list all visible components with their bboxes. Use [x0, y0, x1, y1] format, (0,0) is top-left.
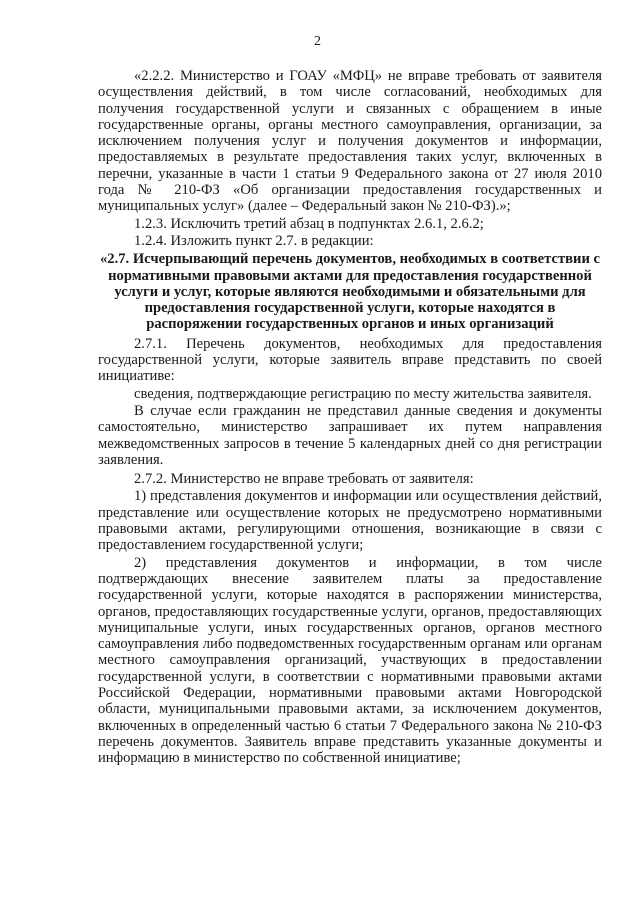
paragraph-2-7-2: 2.7.2. Министерство не вправе требовать от заявителя: [134, 471, 474, 488]
paragraph-1-2-4: 1.2.4. Изложить пункт 2.7. в редакции: [134, 232, 374, 249]
document-body [98, 68, 602, 767]
list-item-1: 1) представления документов и информации или осуществления действий, представление или осуществление которых не предусмотрено нормативными правовыми актами, регулирующими отношения, возникающие в связи с предоставлением государственной услуги; [98, 488, 602, 554]
paragraph-registration-info: сведения, подтверждающие регистрацию по месту жительства заявителя. [134, 385, 592, 402]
paragraph-2-7-1: 2.7.1. Перечень документов, необходимых для предоставления государственной услуги, которые заявитель вправе представить по своей инициативе: [98, 335, 602, 385]
paragraph-interdepartmental-requests: В случае если гражданин не представил данные сведения и документы самостоятельно, министерство запрашивает их путем направления межведомственных запросов в течение 5 календарных дней со дня регистрации заявления. [98, 402, 602, 468]
paragraph-1-2-3: 1.2.3. Исключить третий абзац в подпунктах 2.6.1, 2.6.2; [134, 215, 484, 232]
section-heading-2-7: «2.7. Исчерпывающий перечень документов, необходимых в соответствии с нормативными правовыми актами для предоставления государственной услуги и услуг, которые являются необходимыми и обязательными для предоставления государственной услуги, которые находятся в распоряжении государственных органов и иных организаций [100, 251, 600, 333]
list-item-2: 2) представления документов и информации, в том числе подтверждающих внесение заявителем платы за предоставление государственной услуги, которые находятся в распоряжении министерства, органов, предоставляющих государственные услуги, органов, предоставляющих муниципальные услуги, иных государственных органов, органов местного самоуправления либо подведомственных государственным органам или органам местного самоуправления организаций, участвующих в предоставлении государственной услуги, в соответствии с нормативными правовыми актами Российской Федерации, нормативными правовыми актами Новгородской области, муниципальными правовыми актами, за исключением документов, включенных в определенный частью 6 статьи 7 Федерального закона № 210-ФЗ перечень документов. Заявитель вправе представить указанные документы и информацию в министерство по собственной инициативе; [98, 554, 602, 767]
paragraph-2-2-2: «2.2.2. Министерство и ГОАУ «МФЦ» не вправе требовать от заявителя осуществления действий, в том числе согласований, необходимых для получения государственной услуги и связанных с обращением в иные государственные органы, органы местного самоуправления, организации, за исключением получения услуг и получения документов и информации, предоставляемых в результате предоставления таких услуг, включенных в перечни, указанные в части 1 статьи 9 Федерального закона от 27 июля 2010 года № 210-ФЗ «Об организации предоставления государственных и муниципальных услуг» (далее – Федеральный закон № 210-ФЗ).»; [98, 68, 602, 215]
page-number: 2 [314, 34, 321, 49]
